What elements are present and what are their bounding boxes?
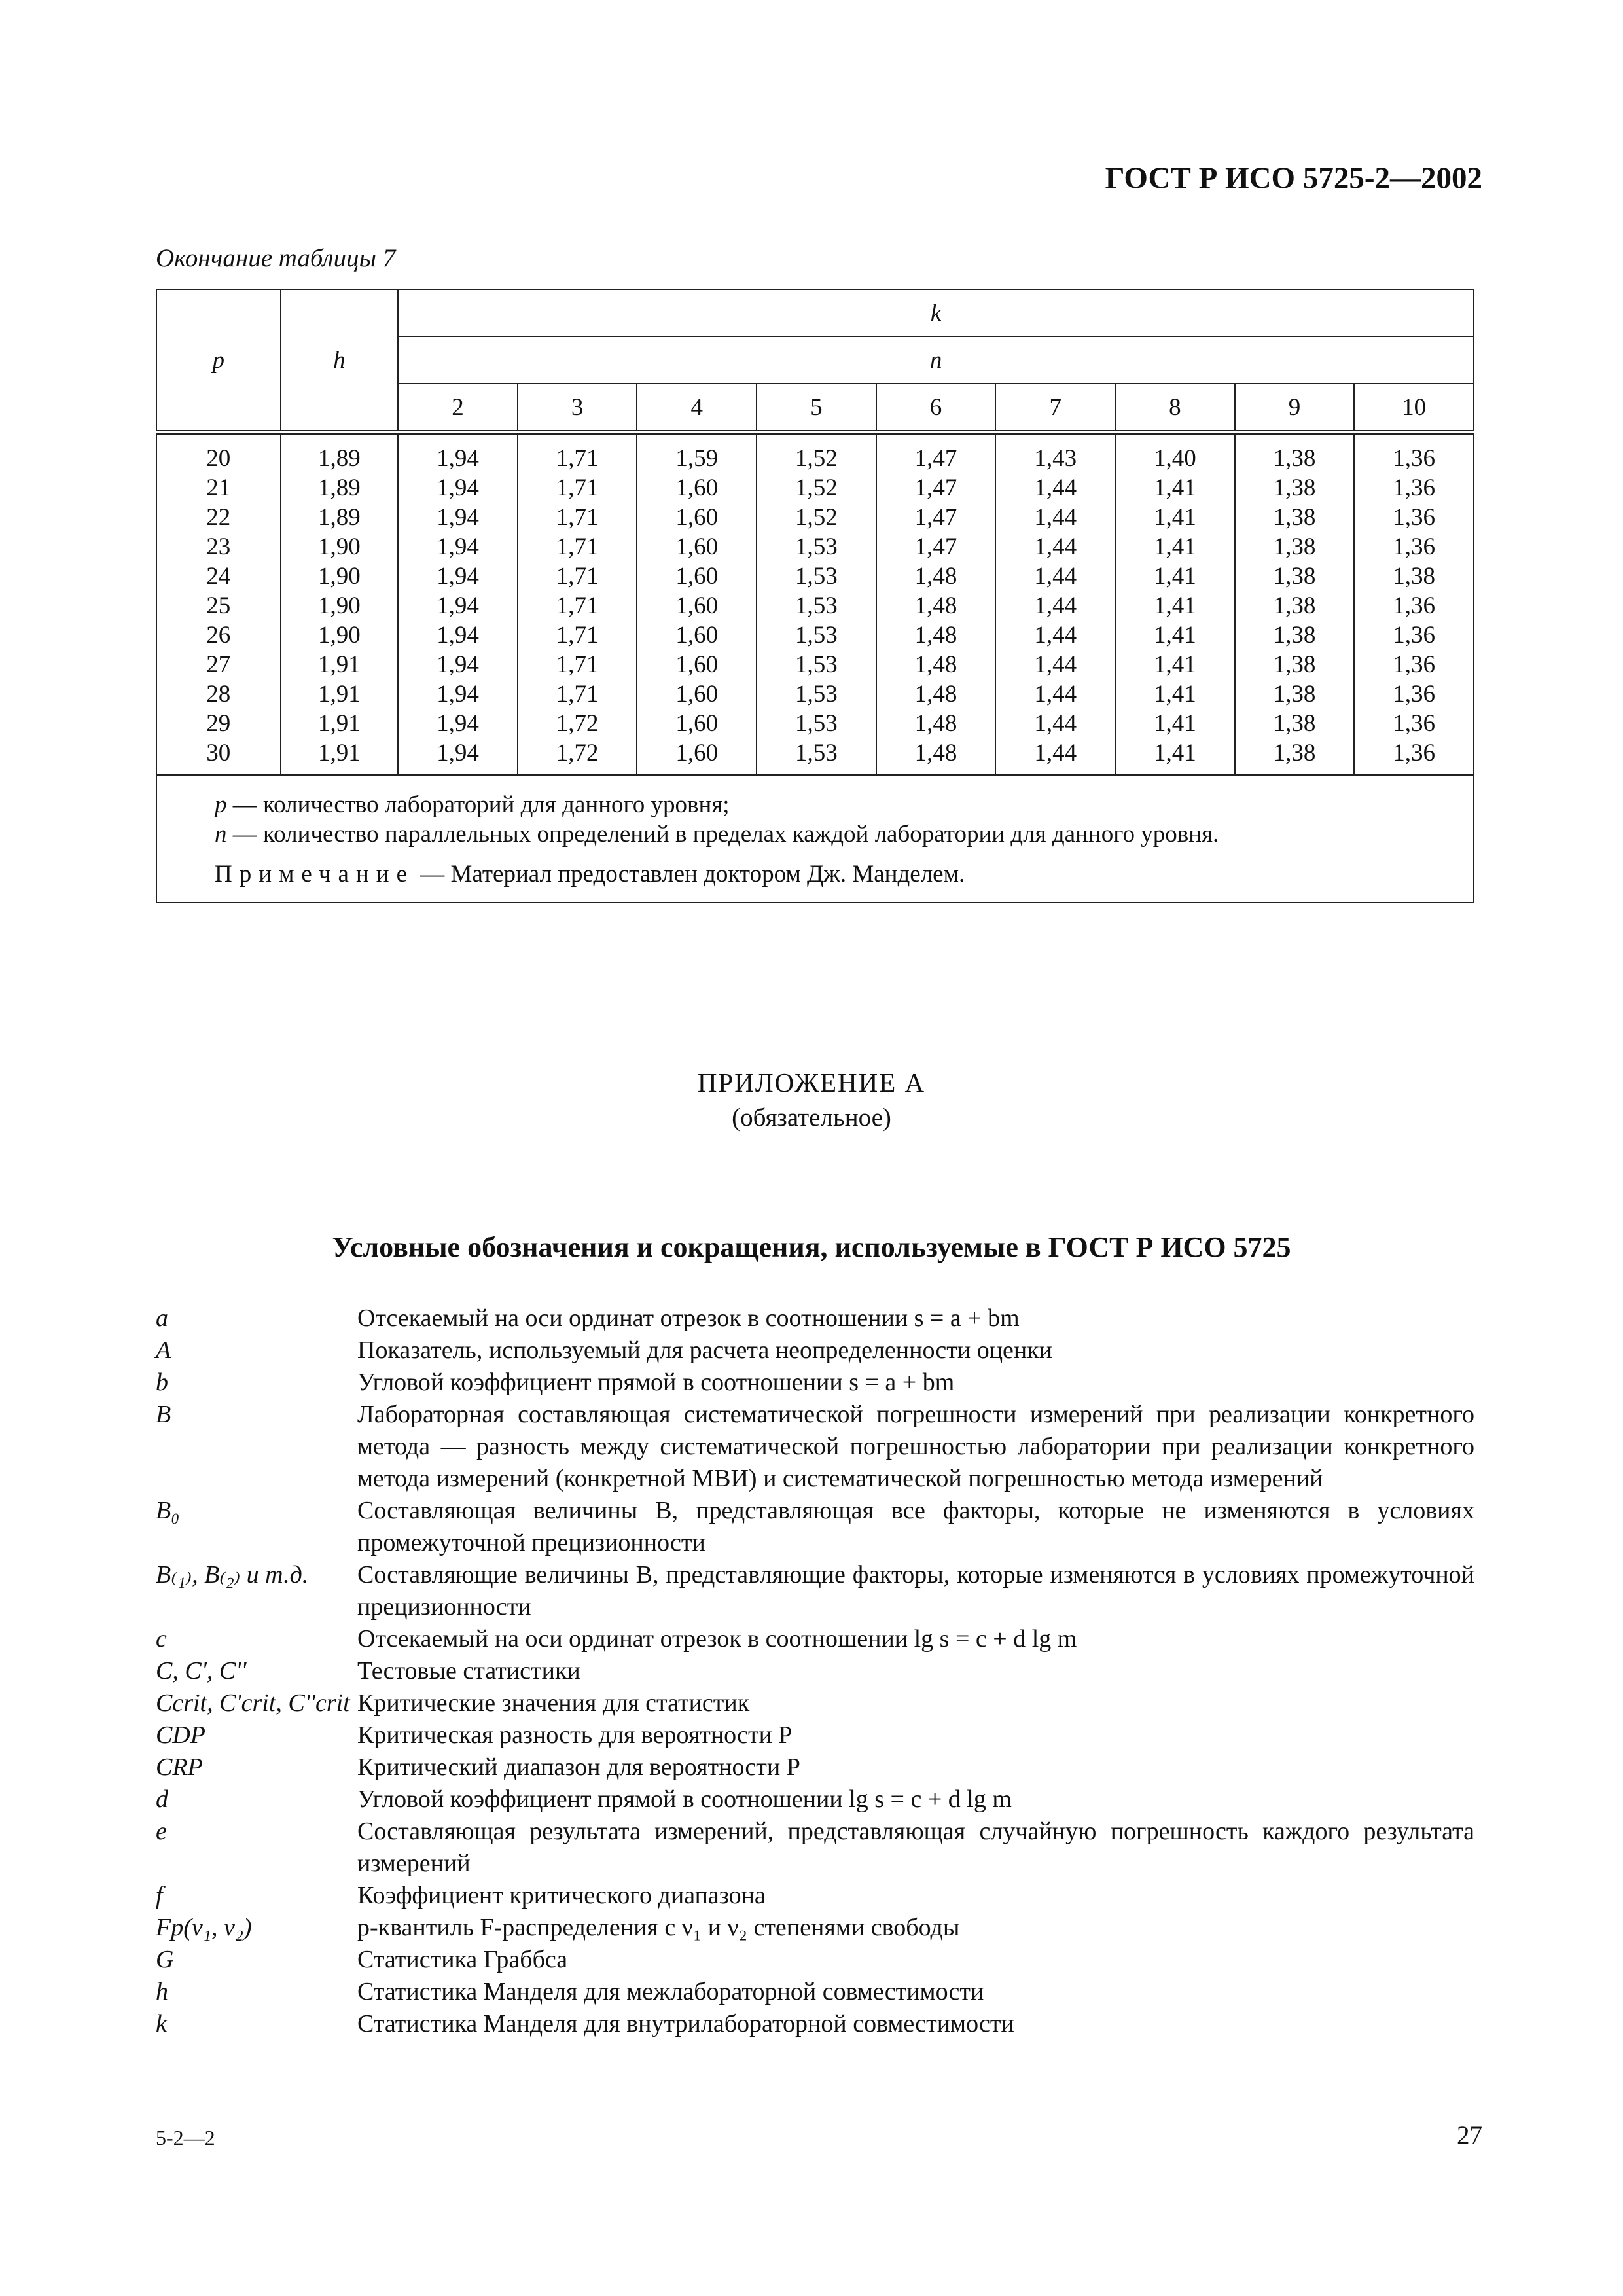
cell-k: 1,94 [398, 620, 518, 650]
cell-k: 1,60 [637, 709, 757, 738]
cell-p: 22 [156, 503, 281, 532]
glossary-symbol: B₍₁₎, B₍₂₎ и т.д. [156, 1561, 309, 1588]
glossary-symbol: b [156, 1369, 168, 1396]
table-notes [156, 775, 1474, 903]
header-n-value: 7 [995, 384, 1115, 433]
cell-k: 1,71 [518, 679, 637, 709]
cell-k: 1,60 [637, 650, 757, 679]
cell-p: 29 [156, 709, 281, 738]
glossary-definition: Лабораторная составляющая систематической погрешности измерений при реализации конкретного метода — разность между систематической погрешностью лаборатории при реализации конкретного метода измерений (конкретной МВИ) и систематической погрешностью метода измерений [357, 1401, 1474, 1492]
cell-k: 1,44 [995, 709, 1115, 738]
cell-k: 1,47 [876, 473, 996, 503]
glossary-definition: Составляющие величины B, представляющие факторы, которые изменяются в условиях промежуточной прецизионности [357, 1561, 1474, 1621]
cell-k: 1,38 [1235, 738, 1355, 775]
note-remark: Примечание — Материал предоставлен доктором Дж. Манделем. [215, 861, 965, 888]
glossary-item [156, 1944, 1474, 1976]
cell-k: 1,36 [1354, 433, 1474, 474]
cell-k: 1,48 [876, 620, 996, 650]
glossary-item [156, 1751, 1474, 1784]
cell-k: 1,44 [995, 591, 1115, 620]
glossary-definition: Составляющая результата измерений, представляющая случайную погрешность каждого результата измерений [357, 1818, 1474, 1877]
header-n-value: 6 [876, 384, 996, 433]
cell-k: 1,53 [757, 591, 876, 620]
cell-k: 1,44 [995, 532, 1115, 562]
note-n: n — количество параллельных определений в пределах каждой лаборатории для данного уровня. [215, 821, 1219, 848]
glossary-definition: Составляющая величины B, представляющая все факторы, которые не изменяются в условиях промежуточной прецизионности [357, 1497, 1474, 1556]
cell-k: 1,71 [518, 532, 637, 562]
cell-k: 1,38 [1235, 679, 1355, 709]
glossary-symbol: h [156, 1978, 168, 2005]
table-row [156, 650, 1474, 679]
glossary-symbol: A [156, 1336, 171, 1364]
cell-k: 1,94 [398, 679, 518, 709]
cell-k: 1,52 [757, 473, 876, 503]
cell-k: 1,53 [757, 679, 876, 709]
cell-k: 1,44 [995, 620, 1115, 650]
section-title: Условные обозначения и сокращения, используемые в ГОСТ Р ИСО 5725 [332, 1231, 1291, 1263]
cell-p: 27 [156, 650, 281, 679]
cell-k: 1,41 [1115, 473, 1235, 503]
cell-h: 1,91 [281, 679, 399, 709]
footer-code: 5-2—2 [156, 2126, 215, 2149]
glossary-definition: Статистика Манделя для внутрилабораторной совместимости [357, 2010, 1014, 2037]
glossary-symbol: CRP [156, 1753, 203, 1781]
table-7 [156, 289, 1474, 903]
glossary-definition: Критическая разность для вероятности P [357, 1721, 793, 1749]
glossary-symbol: d [156, 1785, 168, 1813]
appendix-title: ПРИЛОЖЕНИЕ А [697, 1067, 926, 1098]
cell-k: 1,38 [1235, 620, 1355, 650]
glossary-definition: Угловой коэффициент прямой в соотношении lg s = c + d lg m [357, 1785, 1012, 1813]
cell-p: 21 [156, 473, 281, 503]
cell-k: 1,71 [518, 562, 637, 591]
cell-k: 1,60 [637, 473, 757, 503]
cell-k: 1,53 [757, 532, 876, 562]
glossary-definition: Отсекаемый на оси ординат отрезок в соотношении lg s = c + d lg m [357, 1625, 1077, 1653]
glossary-item [156, 1687, 1474, 1719]
glossary-item [156, 1912, 1474, 1944]
cell-k: 1,44 [995, 738, 1115, 775]
cell-k: 1,60 [637, 562, 757, 591]
glossary-definition: Угловой коэффициент прямой в соотношении s = a + bm [357, 1369, 955, 1396]
cell-p: 20 [156, 433, 281, 474]
cell-k: 1,53 [757, 620, 876, 650]
cell-k: 1,48 [876, 679, 996, 709]
header-n: n [398, 336, 1474, 384]
page-number: 27 [1457, 2121, 1482, 2149]
cell-k: 1,94 [398, 738, 518, 775]
cell-p: 25 [156, 591, 281, 620]
glossary-symbol: f [156, 1882, 163, 1909]
cell-k: 1,71 [518, 591, 637, 620]
cell-k: 1,36 [1354, 709, 1474, 738]
cell-h: 1,90 [281, 532, 399, 562]
header-n-value: 9 [1235, 384, 1355, 433]
header-h: h [281, 289, 399, 433]
cell-k: 1,41 [1115, 679, 1235, 709]
glossary-item [156, 1399, 1474, 1495]
glossary-list [156, 1302, 1474, 2040]
cell-k: 1,48 [876, 562, 996, 591]
glossary-item [156, 1719, 1474, 1751]
header-n-value: 8 [1115, 384, 1235, 433]
cell-k: 1,71 [518, 503, 637, 532]
header-k: k [398, 289, 1474, 336]
cell-k: 1,60 [637, 591, 757, 620]
glossary-definition: Тестовые статистики [357, 1657, 580, 1685]
cell-k: 1,60 [637, 532, 757, 562]
cell-k: 1,36 [1354, 679, 1474, 709]
cell-k: 1,94 [398, 709, 518, 738]
cell-k: 1,36 [1354, 532, 1474, 562]
cell-k: 1,53 [757, 738, 876, 775]
header-n-value: 4 [637, 384, 757, 433]
glossary-definition: Коэффициент критического диапазона [357, 1882, 766, 1909]
cell-k: 1,41 [1115, 709, 1235, 738]
cell-k: 1,60 [637, 503, 757, 532]
glossary-definition: Статистика Граббса [357, 1946, 568, 1973]
glossary-item [156, 1367, 1474, 1399]
cell-k: 1,71 [518, 650, 637, 679]
glossary-definition: p-квантиль F-распределения с ν₁ и ν₂ степенями свободы [357, 1914, 960, 1941]
cell-k: 1,52 [757, 503, 876, 532]
cell-k: 1,44 [995, 503, 1115, 532]
table-row [156, 709, 1474, 738]
cell-k: 1,41 [1115, 591, 1235, 620]
cell-h: 1,91 [281, 709, 399, 738]
appendix-subtitle: (обязательное) [732, 1103, 891, 1132]
cell-k: 1,47 [876, 503, 996, 532]
glossary-symbol: B₀ [156, 1497, 180, 1524]
cell-h: 1,89 [281, 433, 399, 474]
cell-k: 1,41 [1115, 650, 1235, 679]
cell-k: 1,94 [398, 503, 518, 532]
cell-k: 1,72 [518, 738, 637, 775]
glossary-symbol: B [156, 1401, 171, 1428]
cell-k: 1,94 [398, 532, 518, 562]
cell-k: 1,41 [1115, 562, 1235, 591]
glossary-symbol: Ccrit, C'crit, C''crit [156, 1689, 350, 1717]
cell-k: 1,47 [876, 433, 996, 474]
cell-k: 1,38 [1235, 562, 1355, 591]
cell-k: 1,43 [995, 433, 1115, 474]
cell-k: 1,44 [995, 562, 1115, 591]
glossary-symbol: k [156, 2010, 167, 2037]
cell-k: 1,71 [518, 473, 637, 503]
glossary-item [156, 1623, 1474, 1655]
cell-h: 1,89 [281, 503, 399, 532]
cell-k: 1,36 [1354, 620, 1474, 650]
cell-k: 1,38 [1235, 709, 1355, 738]
table-row [156, 679, 1474, 709]
glossary-symbol: CDP [156, 1721, 205, 1749]
cell-p: 26 [156, 620, 281, 650]
cell-h: 1,90 [281, 562, 399, 591]
glossary-symbol: c [156, 1625, 167, 1653]
table-continuation-label: Окончание таблицы 7 [156, 244, 396, 272]
glossary-item [156, 1976, 1474, 2008]
cell-k: 1,36 [1354, 738, 1474, 775]
glossary-definition: Критические значения для статистик [357, 1689, 750, 1717]
cell-k: 1,48 [876, 738, 996, 775]
glossary-symbol: Fp(ν₁, ν₂) [156, 1914, 252, 1941]
cell-k: 1,60 [637, 738, 757, 775]
cell-k: 1,41 [1115, 738, 1235, 775]
glossary-symbol: C, C', C'' [156, 1657, 247, 1685]
glossary-definition: Показатель, используемый для расчета неопределенности оценки [357, 1336, 1053, 1364]
cell-k: 1,48 [876, 709, 996, 738]
cell-k: 1,71 [518, 620, 637, 650]
glossary-item [156, 1655, 1474, 1687]
cell-k: 1,48 [876, 650, 996, 679]
cell-h: 1,91 [281, 650, 399, 679]
cell-h: 1,89 [281, 473, 399, 503]
table-row [156, 532, 1474, 562]
cell-k: 1,94 [398, 433, 518, 474]
cell-k: 1,36 [1354, 650, 1474, 679]
cell-k: 1,48 [876, 591, 996, 620]
table-row [156, 591, 1474, 620]
cell-h: 1,90 [281, 591, 399, 620]
glossary-item [156, 1559, 1474, 1623]
cell-k: 1,38 [1235, 650, 1355, 679]
glossary-definition: Критический диапазон для вероятности P [357, 1753, 800, 1781]
cell-h: 1,90 [281, 620, 399, 650]
cell-k: 1,94 [398, 562, 518, 591]
header-n-value: 2 [398, 384, 518, 433]
glossary-item [156, 1335, 1474, 1367]
glossary-item [156, 1495, 1474, 1559]
table-row [156, 433, 1474, 474]
note-p: p — количество лабораторий для данного уровня; [215, 791, 730, 818]
cell-p: 24 [156, 562, 281, 591]
header-n-value: 10 [1354, 384, 1474, 433]
glossary-item [156, 2008, 1474, 2040]
cell-p: 28 [156, 679, 281, 709]
cell-k: 1,44 [995, 473, 1115, 503]
cell-k: 1,94 [398, 650, 518, 679]
glossary-symbol: e [156, 1818, 167, 1845]
header-p: p [156, 289, 281, 433]
glossary-item [156, 1784, 1474, 1816]
cell-p: 30 [156, 738, 281, 775]
table-row [156, 738, 1474, 775]
cell-k: 1,47 [876, 532, 996, 562]
cell-k: 1,41 [1115, 503, 1235, 532]
glossary-definition: Статистика Манделя для межлабораторной совместимости [357, 1978, 984, 2005]
cell-k: 1,40 [1115, 433, 1235, 474]
table-row [156, 620, 1474, 650]
cell-k: 1,53 [757, 562, 876, 591]
cell-k: 1,41 [1115, 620, 1235, 650]
cell-k: 1,72 [518, 709, 637, 738]
glossary-definition: Отсекаемый на оси ординат отрезок в соотношении s = a + bm [357, 1304, 1020, 1332]
cell-k: 1,94 [398, 473, 518, 503]
cell-k: 1,38 [1235, 503, 1355, 532]
glossary-symbol: G [156, 1946, 174, 1973]
table-row [156, 562, 1474, 591]
cell-k: 1,60 [637, 679, 757, 709]
document-code: ГОСТ Р ИСО 5725-2—2002 [1105, 161, 1482, 195]
cell-k: 1,71 [518, 433, 637, 474]
cell-k: 1,36 [1354, 503, 1474, 532]
header-n-value: 5 [757, 384, 876, 433]
cell-k: 1,38 [1235, 591, 1355, 620]
cell-k: 1,41 [1115, 532, 1235, 562]
cell-k: 1,36 [1354, 591, 1474, 620]
cell-k: 1,36 [1354, 473, 1474, 503]
cell-k: 1,53 [757, 650, 876, 679]
cell-h: 1,91 [281, 738, 399, 775]
header-n-value: 3 [518, 384, 637, 433]
table-row [156, 503, 1474, 532]
cell-p: 23 [156, 532, 281, 562]
cell-k: 1,38 [1235, 532, 1355, 562]
glossary-item [156, 1880, 1474, 1912]
cell-k: 1,52 [757, 433, 876, 474]
cell-k: 1,53 [757, 709, 876, 738]
cell-k: 1,44 [995, 679, 1115, 709]
cell-k: 1,44 [995, 650, 1115, 679]
cell-k: 1,94 [398, 591, 518, 620]
cell-k: 1,60 [637, 620, 757, 650]
data-table [156, 289, 1474, 903]
cell-k: 1,38 [1235, 473, 1355, 503]
cell-k: 1,38 [1235, 433, 1355, 474]
glossary-item [156, 1816, 1474, 1880]
glossary-symbol: a [156, 1304, 168, 1332]
glossary-item [156, 1302, 1474, 1335]
cell-k: 1,38 [1354, 562, 1474, 591]
table-row [156, 473, 1474, 503]
cell-k: 1,59 [637, 433, 757, 474]
